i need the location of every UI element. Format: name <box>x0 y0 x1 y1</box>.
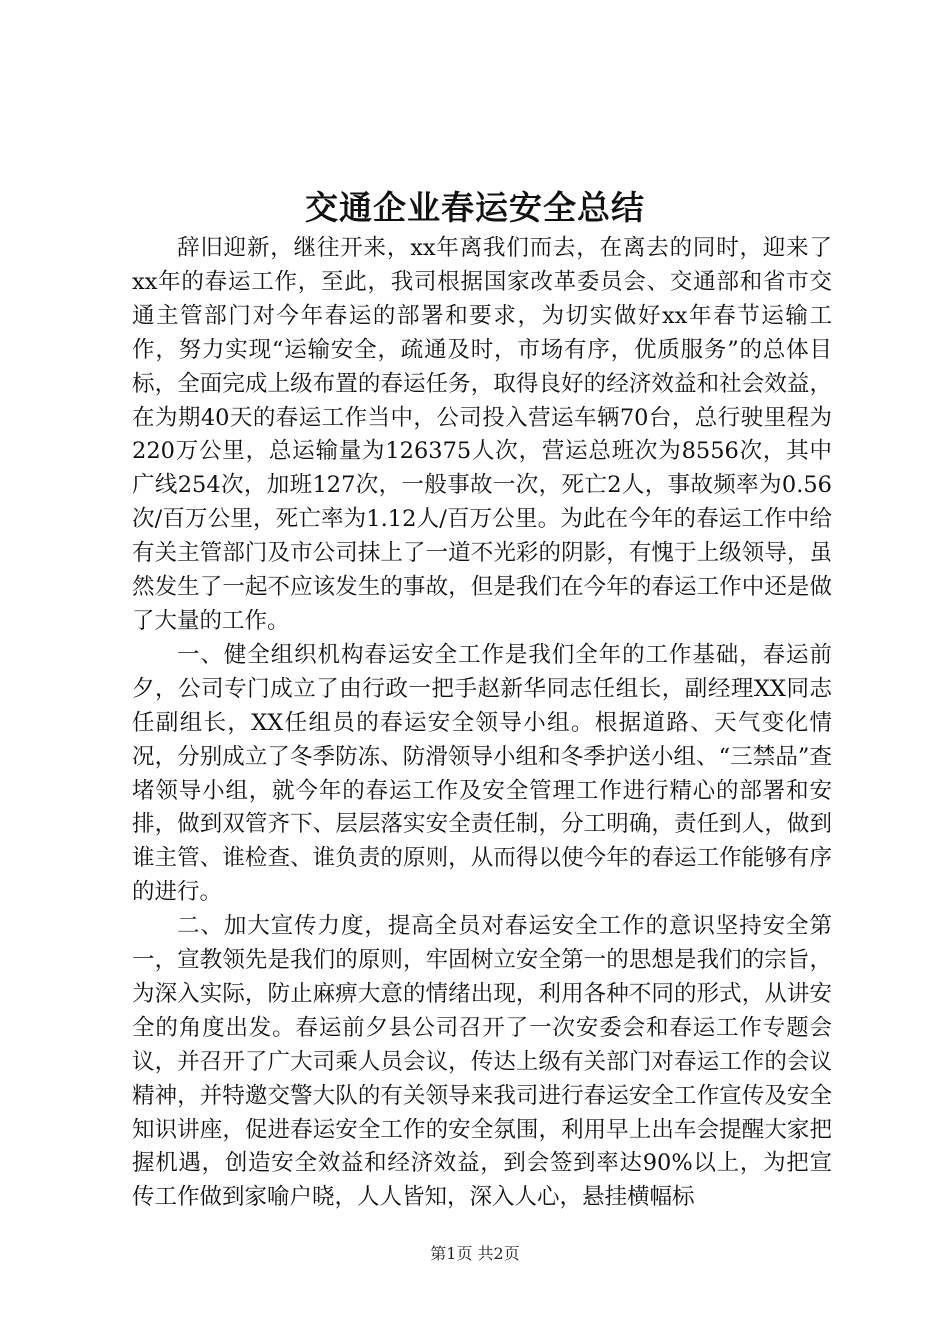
paragraph-section-2: 二、加大宣传力度，提高全员对春运安全工作的意识坚持安全第一，宣教领先是我们的原则，牢固树立安全第一的思想是我们的宗旨，为深入实际，防止麻痹大意的情绪出现，利用各种不同的形式，从讲安全的角度出发。春运前夕县公司召开了一次安委会和春运工作专题会议，并召开了广大司乘人员会议，传达上级有关部门对春运工作的会议精神，并特邀交警大队的有关领导来我司进行春运安全工作宣传及安全知识讲座，促进春运安全工作的安全氛围，利用早上出车会提醒大家把握机遇，创造安全效益和经济效益，到会签到率达90%以上，为把宣传工作做到家喻户晓，人人皆知，深入人心，悬挂横幅标 <box>132 913 832 1211</box>
document-title: 交通企业春运安全总结 <box>305 188 645 227</box>
paragraph-section-1: 一、健全组织机构春运安全工作是我们全年的工作基础，春运前夕，公司专门成立了由行政一把手赵新华同志任组长，副经理XX同志任副组长，XX任组员的春运安全领导小组。根据道路、天气变化情况，分别成立了冬季防冻、防滑领导小组和冬季护送小组、“三禁品”查堵领导小组，就今年的春运工作及安全管理工作进行精心的部署和安排，做到双管齐下、层层落实安全责任制，分工明确，责任到人，做到谁主管、谁检查、谁负责的原则，从而得以使今年的春运工作能够有序的进行。 <box>132 641 832 906</box>
paragraph-intro: 辞旧迎新，继往开来，xx年离我们而去，在离去的同时，迎来了xx年的春运工作，至此，我司根据国家改革委员会、交通部和省市交通主管部门对今年春运的部署和要求，为切实做好xx年春节运输工作，努力实现“运输安全，疏通及时，市场有序，优质服务”的总体目标，全面完成上级布置的春运任务，取得良好的经济效益和社会效益，在为期40天的春运工作当中，公司投入营运车辆70台，总行驶里程为220万公里，总运输量为126375人次，营运总班次为8556次，其中广线254次，加班127次，一般事故一次，死亡2人，事故频率为0.56次/百万公里，死亡率为1.12人/百万公里。为此在今年的春运工作中给有关主管部门及市公司抹上了一道不光彩的阴影，有愧于上级领导，虽然发生了一起不应该发生的事故，但是我们在今年的春运工作中还是做了大量的工作。 <box>132 235 832 634</box>
document-body <box>132 232 832 1215</box>
page-number-footer: 第1页 共2页 <box>430 1244 520 1263</box>
